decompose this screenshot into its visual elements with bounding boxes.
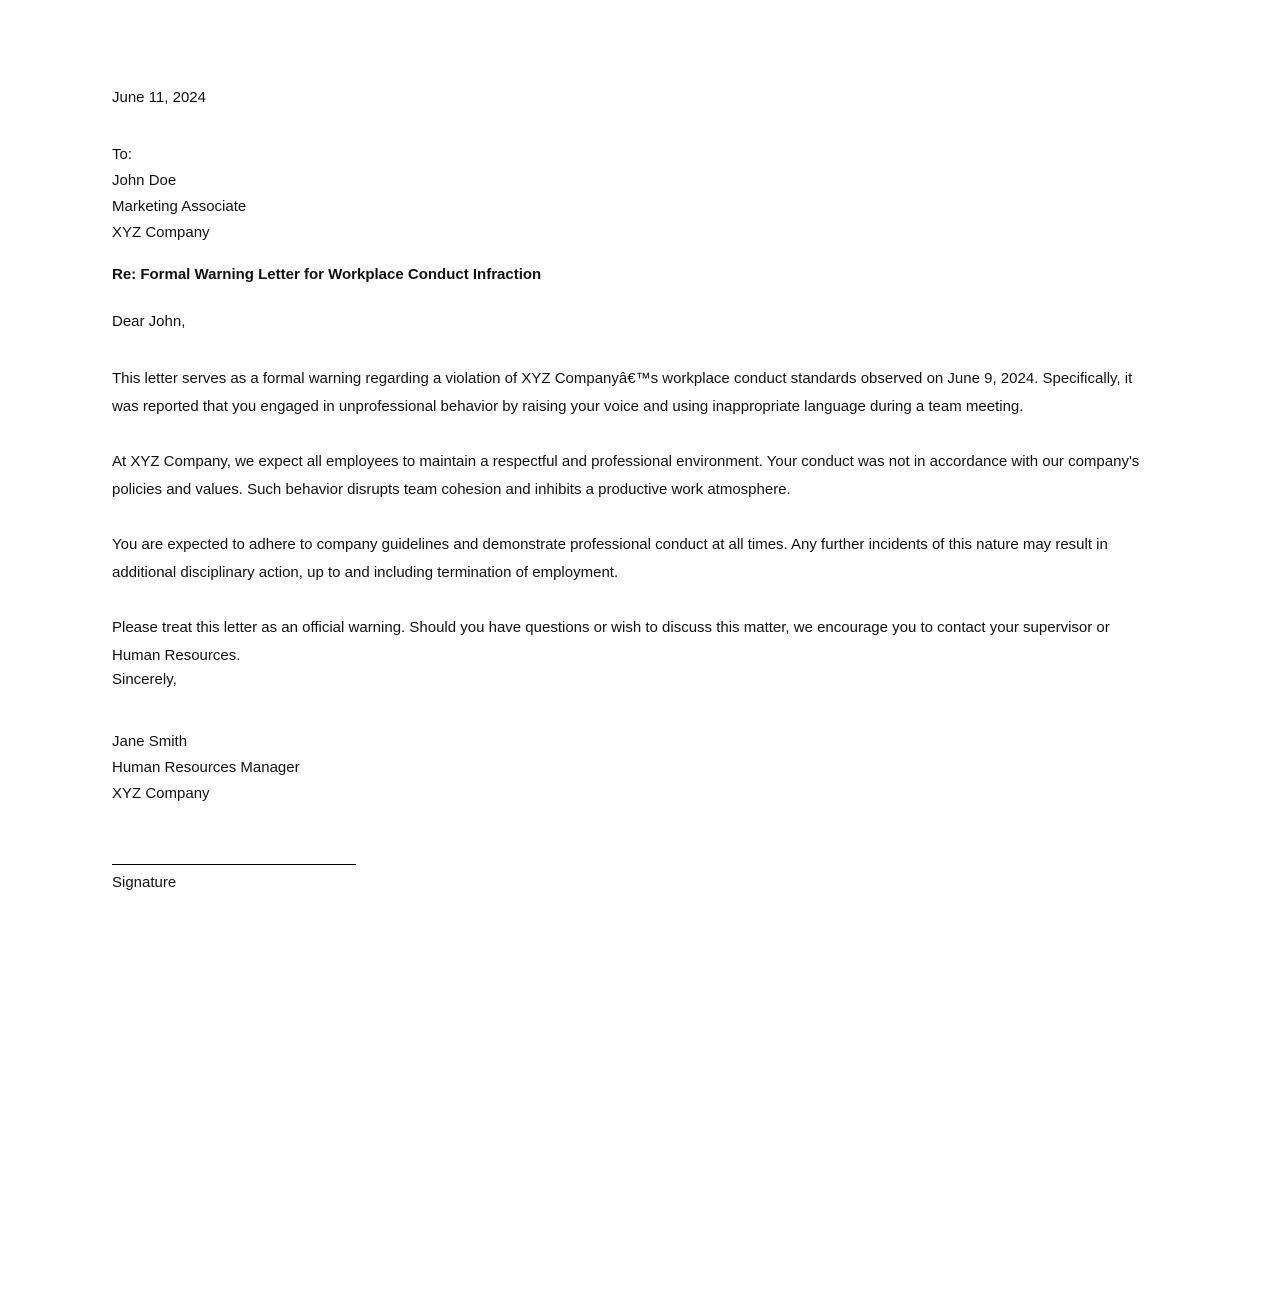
body-paragraph: Please treat this letter as an official warning. Should you have questions or wish to discuss this matter, we encourage you to contact your supervisor or Human Resources. [112,619,1110,664]
recipient-title: Marketing Associate [112,198,247,215]
recipient-name: John Doe [112,172,177,189]
body-paragraph: This letter serves as a formal warning regarding a violation of XYZ Companyâ€™s workplace conduct standards observed on June 9, 2024. Specifically, it was reported that you engaged in unprofessional behavior by raising your voice and using inappropriate language during a team meeting. [112,370,1133,415]
signature-area [112,864,1162,893]
recipient-block [112,142,1162,246]
salutation: Dear John, [112,313,186,330]
signer-company: XYZ Company [112,785,210,802]
body-paragraph: You are expected to adhere to company guidelines and demonstrate professional conduct at all times. Any further incidents of this nature may result in additional disciplinary action, up to and including termination of employment. [112,536,1108,581]
letter-body [112,88,1162,893]
signature-caption: Signature [112,874,177,891]
recipient-label: To: [112,146,133,163]
signature-rule [112,864,356,865]
signer-name: Jane Smith [112,733,188,750]
closing-salutation: Sincerely, [112,671,177,688]
body-paragraph: At XYZ Company, we expect all employees to maintain a respectful and professional environment. Your conduct was not in accordance with our company's policies and values. Such behavior disrupts team cohesion and inhibits a productive work atmosphere. [112,453,1140,498]
signer-title: Human Resources Manager [112,759,300,776]
recipient-company: XYZ Company [112,224,210,241]
letter-date: June 11, 2024 [112,89,206,106]
subject-heading: Re: Formal Warning Letter for Workplace Conduct Infraction [112,266,542,283]
signer-block [112,729,1162,807]
